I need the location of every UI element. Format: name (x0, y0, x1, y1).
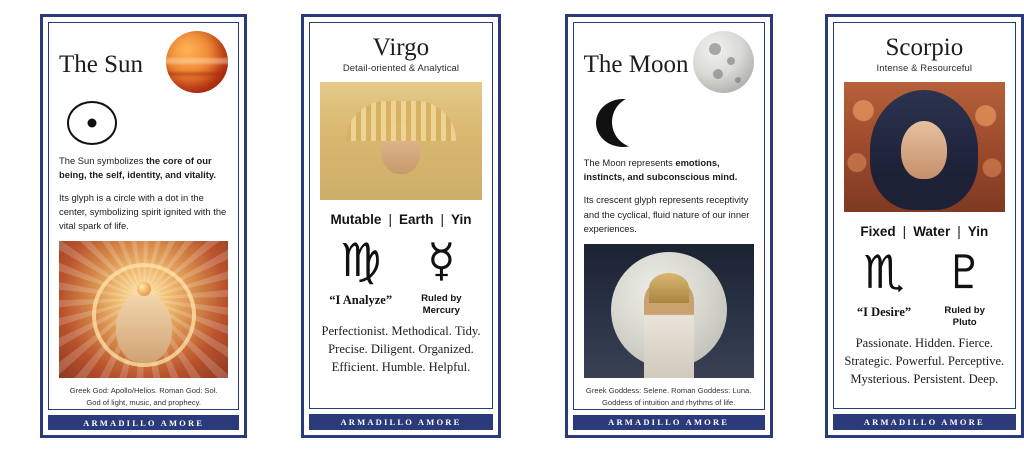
the-moon-credit-line-1: Greek Goddess: Selene. Roman Goddess: Luna. (585, 385, 752, 395)
pluto-glyph: ♇ (944, 245, 986, 299)
separator-2: | (957, 224, 961, 239)
the-sun-credit-line-1: Greek God: Apollo/Helios. Roman God: Sol. (69, 385, 218, 395)
scorpio-ruler-name: Pluto (952, 317, 977, 329)
scorpio-traits (844, 334, 1005, 389)
scorpio-traits-line-1: Passionate. Hidden. Fierce. (855, 335, 994, 350)
virgo-element: Earth (398, 212, 434, 227)
the-sun-credit-line-2: God of light, music, and prophecy. (86, 397, 201, 407)
moon-crater (727, 57, 735, 65)
the-moon-paragraph-2: Its crescent glyph represents receptivity and the cyclical, fluid nature of our inner experiences. (583, 194, 750, 234)
sun-god-gem (137, 282, 151, 296)
virgo-ruled-by (401, 293, 482, 318)
footer-brand-scorpio: ARMADILLO AMORE (833, 414, 1016, 430)
the-moon-paragraph-1 (584, 156, 754, 184)
virgo-ruler-name: Mercury (422, 305, 460, 317)
card-the-sun[interactable] (40, 14, 247, 438)
full-moon-image (693, 31, 754, 93)
page-title-the-moon: The Moon (583, 50, 689, 78)
card-scorpio-inner (833, 22, 1016, 409)
virgo-ruled-by-label: Ruled by (421, 293, 462, 304)
virgo-traits (320, 322, 481, 377)
virgo-glyph-row (320, 233, 481, 318)
card-the-sun-inner (48, 22, 239, 410)
footer-brand-the-moon: ARMADILLO AMORE (573, 415, 765, 430)
the-sun-credit (59, 385, 228, 409)
virgo-subtitle: Detail-oriented & Analytical (342, 63, 460, 74)
scorpio-subtitle: Intense & Resourceful (876, 63, 973, 74)
the-moon-title-row (584, 31, 754, 93)
crescent-moon-glyph (596, 99, 650, 147)
moon-crater (735, 77, 741, 83)
virgo-wheat-wreath (346, 101, 456, 141)
virgo-glyph: ♍ (340, 233, 382, 287)
mercury-glyph: ☿ (427, 233, 456, 287)
virgo-traits-line-2: Precise. Diligent. Organized. (328, 342, 474, 357)
virgo-polarity: Yin (451, 212, 472, 227)
the-moon-credit-line-2: Goddess of intuition and rhythms of life. (601, 397, 736, 407)
virgo-maiden-illustration (320, 82, 481, 200)
sun-planet-image (166, 31, 228, 93)
scorpio-woman-illustration (844, 82, 1005, 212)
card-scorpio[interactable] (825, 14, 1024, 438)
the-moon-paragraph-1-bold: emotions, instincts, and subconscious mind. (583, 157, 738, 183)
footer-brand-the-sun: ARMADILLO AMORE (48, 415, 239, 430)
footer-brand-virgo: ARMADILLO AMORE (309, 414, 492, 430)
virgo-modality-row (320, 212, 481, 227)
sun-god-face (116, 293, 172, 363)
the-sun-title-row (59, 31, 228, 93)
the-moon-paragraph-1-lead: The Moon represents (583, 157, 676, 169)
virgo-ruler-cell (401, 233, 482, 318)
the-sun-paragraph-2: Its glyph is a circle with a dot in the center, symbolizing spirit ignited with the vital spark of life. (59, 191, 227, 232)
the-sun-paragraph-1-bold: the core of our being, the self, identity, and vitality. (59, 154, 216, 180)
the-sun-paragraph-1-lead: The Sun symbolizes (59, 154, 147, 166)
card-virgo-inner (309, 22, 492, 409)
sun-god-illustration (59, 241, 228, 378)
card-the-moon[interactable] (565, 14, 773, 438)
virgo-traits-line-1: Perfectionist. Methodical. Tidy. (321, 323, 481, 338)
scorpio-ruled-by (924, 305, 1005, 330)
card-the-moon-inner (573, 22, 765, 410)
virgo-sign-glyph-cell (320, 233, 401, 308)
scorpio-element: Water (913, 224, 951, 239)
page-title-the-sun: The Sun (59, 50, 144, 78)
virgo-traits-line-3: Efficient. Humble. Helpful. (331, 360, 471, 375)
moon-crater (709, 43, 721, 55)
scorpio-quote: “I Desire” (856, 305, 912, 319)
scorpio-glyph-row (844, 245, 1005, 330)
scorpio-traits-line-3: Mysterious. Persistent. Deep. (850, 372, 999, 387)
scorpio-glyph: ♏ (863, 245, 905, 299)
moon-crater (713, 69, 723, 79)
moon-goddess-headdress (649, 273, 689, 303)
moon-goddess-illustration (584, 244, 754, 378)
scorpio-decoration (844, 82, 1005, 212)
scorpio-ruled-by-label: Ruled by (944, 305, 985, 316)
the-sun-paragraph-1 (59, 154, 228, 182)
scorpio-modality: Fixed (860, 224, 896, 239)
virgo-quote: “I Analyze” (329, 293, 393, 307)
scorpio-polarity: Yin (967, 224, 989, 239)
sun-circle-dot-glyph (67, 101, 117, 145)
separator-2: | (440, 212, 444, 227)
scorpio-traits-line-2: Strategic. Powerful. Perceptive. (844, 354, 1005, 369)
scorpio-sign-glyph-cell (844, 245, 925, 320)
scorpio-modality-row (844, 224, 1005, 239)
separator-1: | (388, 212, 392, 227)
page-title-scorpio: Scorpio (885, 34, 964, 61)
the-moon-credit (584, 385, 754, 409)
page-title-virgo: Virgo (372, 34, 430, 61)
scorpio-ruler-cell (924, 245, 1005, 330)
separator-1: | (902, 224, 907, 239)
card-virgo[interactable] (301, 14, 500, 438)
virgo-modality: Mutable (330, 212, 382, 227)
